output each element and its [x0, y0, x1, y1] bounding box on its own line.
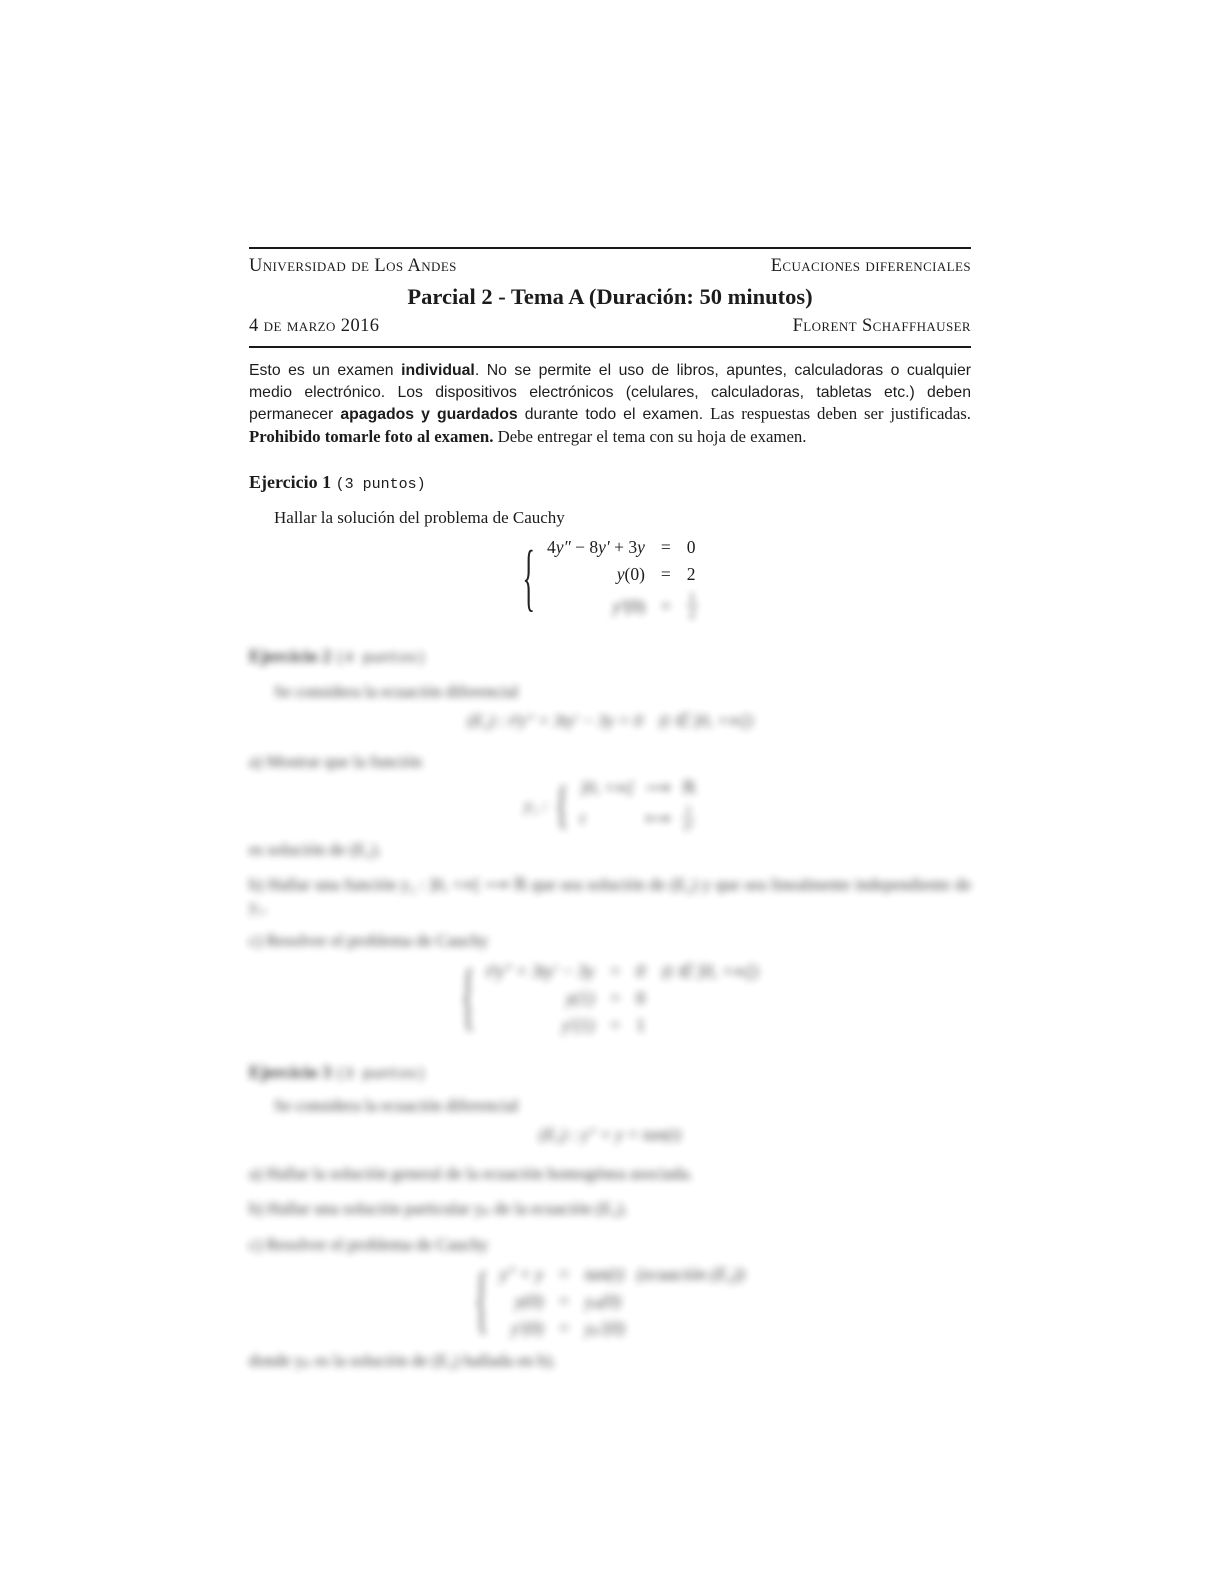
top-rule — [249, 247, 971, 249]
codomain: ℝ — [682, 778, 696, 798]
exercise2-after-piecewise: es solución de (E₂). — [249, 840, 382, 860]
exercise3-item-a: a) Hallar la solución general de la ecuación homogénea asociada. — [249, 1163, 693, 1183]
exercise3-system — [249, 1257, 971, 1342]
equation-lhs-blurred: y′(0) — [612, 595, 645, 616]
equals-sign: = — [610, 960, 621, 981]
exercise2-equations — [486, 960, 758, 1036]
intro-bold-prohibido: Prohibido tomarle foto al examen. — [249, 426, 494, 446]
equals-sign: = — [559, 1318, 570, 1339]
equation-rhs: 1 — [636, 1014, 645, 1035]
equation-lhs: y′(1) — [562, 1014, 595, 1035]
left-brace: { — [461, 954, 475, 1039]
exercise3-final-note: donde yₚ es la solución de (E₃) hallada en b). — [249, 1351, 556, 1371]
left-brace: { — [475, 1257, 488, 1342]
intro-bold-apagados: apagados y guardados — [340, 406, 518, 424]
fraction-value: $\frac{1}{\text{t³}}$ — [684, 803, 693, 835]
function-name: y₁ : — [524, 796, 548, 816]
equation-lhs: 4y″ − 8y′ + 3y — [546, 537, 645, 558]
intro-text: Esto es un examen — [249, 362, 402, 379]
exercise1-system — [249, 536, 971, 621]
equals-sign: = — [660, 564, 671, 585]
blurred-preview-region — [249, 646, 971, 1372]
equation-rhs: yₚ′(0) — [585, 1318, 625, 1339]
exercise3-points: (3 puntos) — [335, 1065, 426, 1083]
instructions-paragraph — [249, 360, 971, 448]
equation-lhs: y″ + y — [499, 1264, 544, 1285]
intro-serif-text: Las respuestas deben ser justificadas. — [710, 404, 971, 424]
exercise3-heading — [249, 1062, 971, 1083]
equation-rhs: 0 (t ∈ ]0, +∞[) — [636, 960, 759, 981]
exercise2-equation: (E₂) : t²y″ + 3ty′ − 3y = 0 (t ∈ ]0, +∞[) — [467, 710, 753, 730]
equation-rhs: tan(t) (ecuación (E₃)) — [585, 1264, 745, 1285]
variable: t — [580, 808, 585, 828]
equals-sign: = — [559, 1291, 570, 1312]
author-name: Florent Schaffhauser — [792, 316, 971, 336]
equation-lhs: y(0) — [616, 564, 645, 585]
equals-sign: = — [660, 537, 671, 558]
piecewise-rows — [580, 778, 696, 834]
exercise2-title: Ejercicio 2 — [249, 645, 332, 666]
header-bottom-rule — [249, 346, 971, 348]
exercise3-equation: (E₃) : y″ + y = tan(t) — [539, 1124, 681, 1144]
course-name: Ecuaciones diferenciales — [770, 256, 971, 276]
equals-sign-blurred: = — [660, 595, 671, 616]
exercise2-heading — [249, 646, 971, 667]
exercise2-item-c: c) Resolver el problema de Cauchy — [249, 931, 489, 951]
exam-title: Parcial 2 - Tema A (Duración: 50 minutos) — [407, 284, 813, 309]
domain: ]0, +∞[ — [580, 778, 634, 798]
exercise3-item-c: c) Resolver el problema de Cauchy — [249, 1234, 489, 1254]
exercise3-equations — [500, 1263, 745, 1339]
content-column — [249, 247, 971, 1371]
exercise2-piecewise-definition — [249, 778, 971, 834]
exercise2-system — [249, 954, 971, 1039]
equals-sign: = — [610, 1014, 621, 1035]
intro-bold-individual: individual — [401, 362, 475, 379]
exercise1-equations — [547, 536, 698, 621]
left-brace: { — [555, 776, 569, 835]
equation-lhs: y(1) — [566, 987, 595, 1008]
equation-rhs: 0 — [636, 987, 645, 1008]
exercise1-heading — [249, 472, 971, 493]
exercise2-points: (4 puntos) — [335, 649, 426, 667]
exercise2-item-a: a) Mostrar que la función — [249, 751, 422, 771]
header-row — [249, 256, 971, 277]
subheader-row — [249, 316, 971, 337]
equation-lhs: t²y″ + 3ty′ − 3y — [486, 960, 595, 981]
equals-sign: = — [559, 1264, 570, 1285]
university-name: Universidad de Los Andes — [249, 256, 457, 276]
arrow-icon: ⟶ — [645, 778, 671, 798]
exercise1-title: Ejercicio 1 — [249, 472, 332, 493]
exercise3-title: Ejercicio 3 — [249, 1061, 332, 1082]
exercise2-item-b: b) Hallar una función y₂ : ]0, +∞[ ⟶ ℝ que sea solución de (E₂) y que sea linealmente independiente de y₁. — [249, 875, 971, 916]
equals-sign: = — [610, 987, 621, 1008]
equation-rhs: 2 — [686, 564, 696, 585]
fraction: $\frac{1}{2}$ — [688, 590, 696, 622]
equation-lhs: y(0) — [514, 1291, 544, 1312]
equation-rhs-blurred — [687, 590, 698, 621]
exercise1-points: (3 puntos) — [335, 476, 426, 494]
left-brace: { — [522, 535, 535, 620]
exercise1-lead: Hallar la solución del problema de Cauchy — [274, 508, 565, 528]
exercise3-lead: Se considera la ecuación diferencial — [274, 1095, 519, 1115]
exercise3-item-b: b) Hallar una solución particular yₚ de la ecuación (E₃). — [249, 1199, 628, 1219]
intro-text: . No se permite el uso de libros, apuntes, calculadoras o cualquier medio electrónico. Los dispositivos electrónicos (celulares, calculadoras, tabletas etc.) deben permanecer — [249, 362, 971, 424]
exam-date: 4 de marzo 2016 — [249, 316, 380, 336]
exercise2-lead: Se considera la ecuación diferencial — [274, 681, 519, 701]
equation-lhs: y′(0) — [511, 1318, 544, 1339]
equation-rhs: yₚ(0) — [585, 1291, 621, 1312]
intro-text: durante todo el examen. — [517, 406, 711, 424]
equation-rhs: 0 — [686, 537, 696, 558]
intro-serif-text: Debe entregar el tema con su hoja de examen. — [493, 426, 807, 446]
mapsto-icon: ⟼ — [645, 808, 671, 828]
